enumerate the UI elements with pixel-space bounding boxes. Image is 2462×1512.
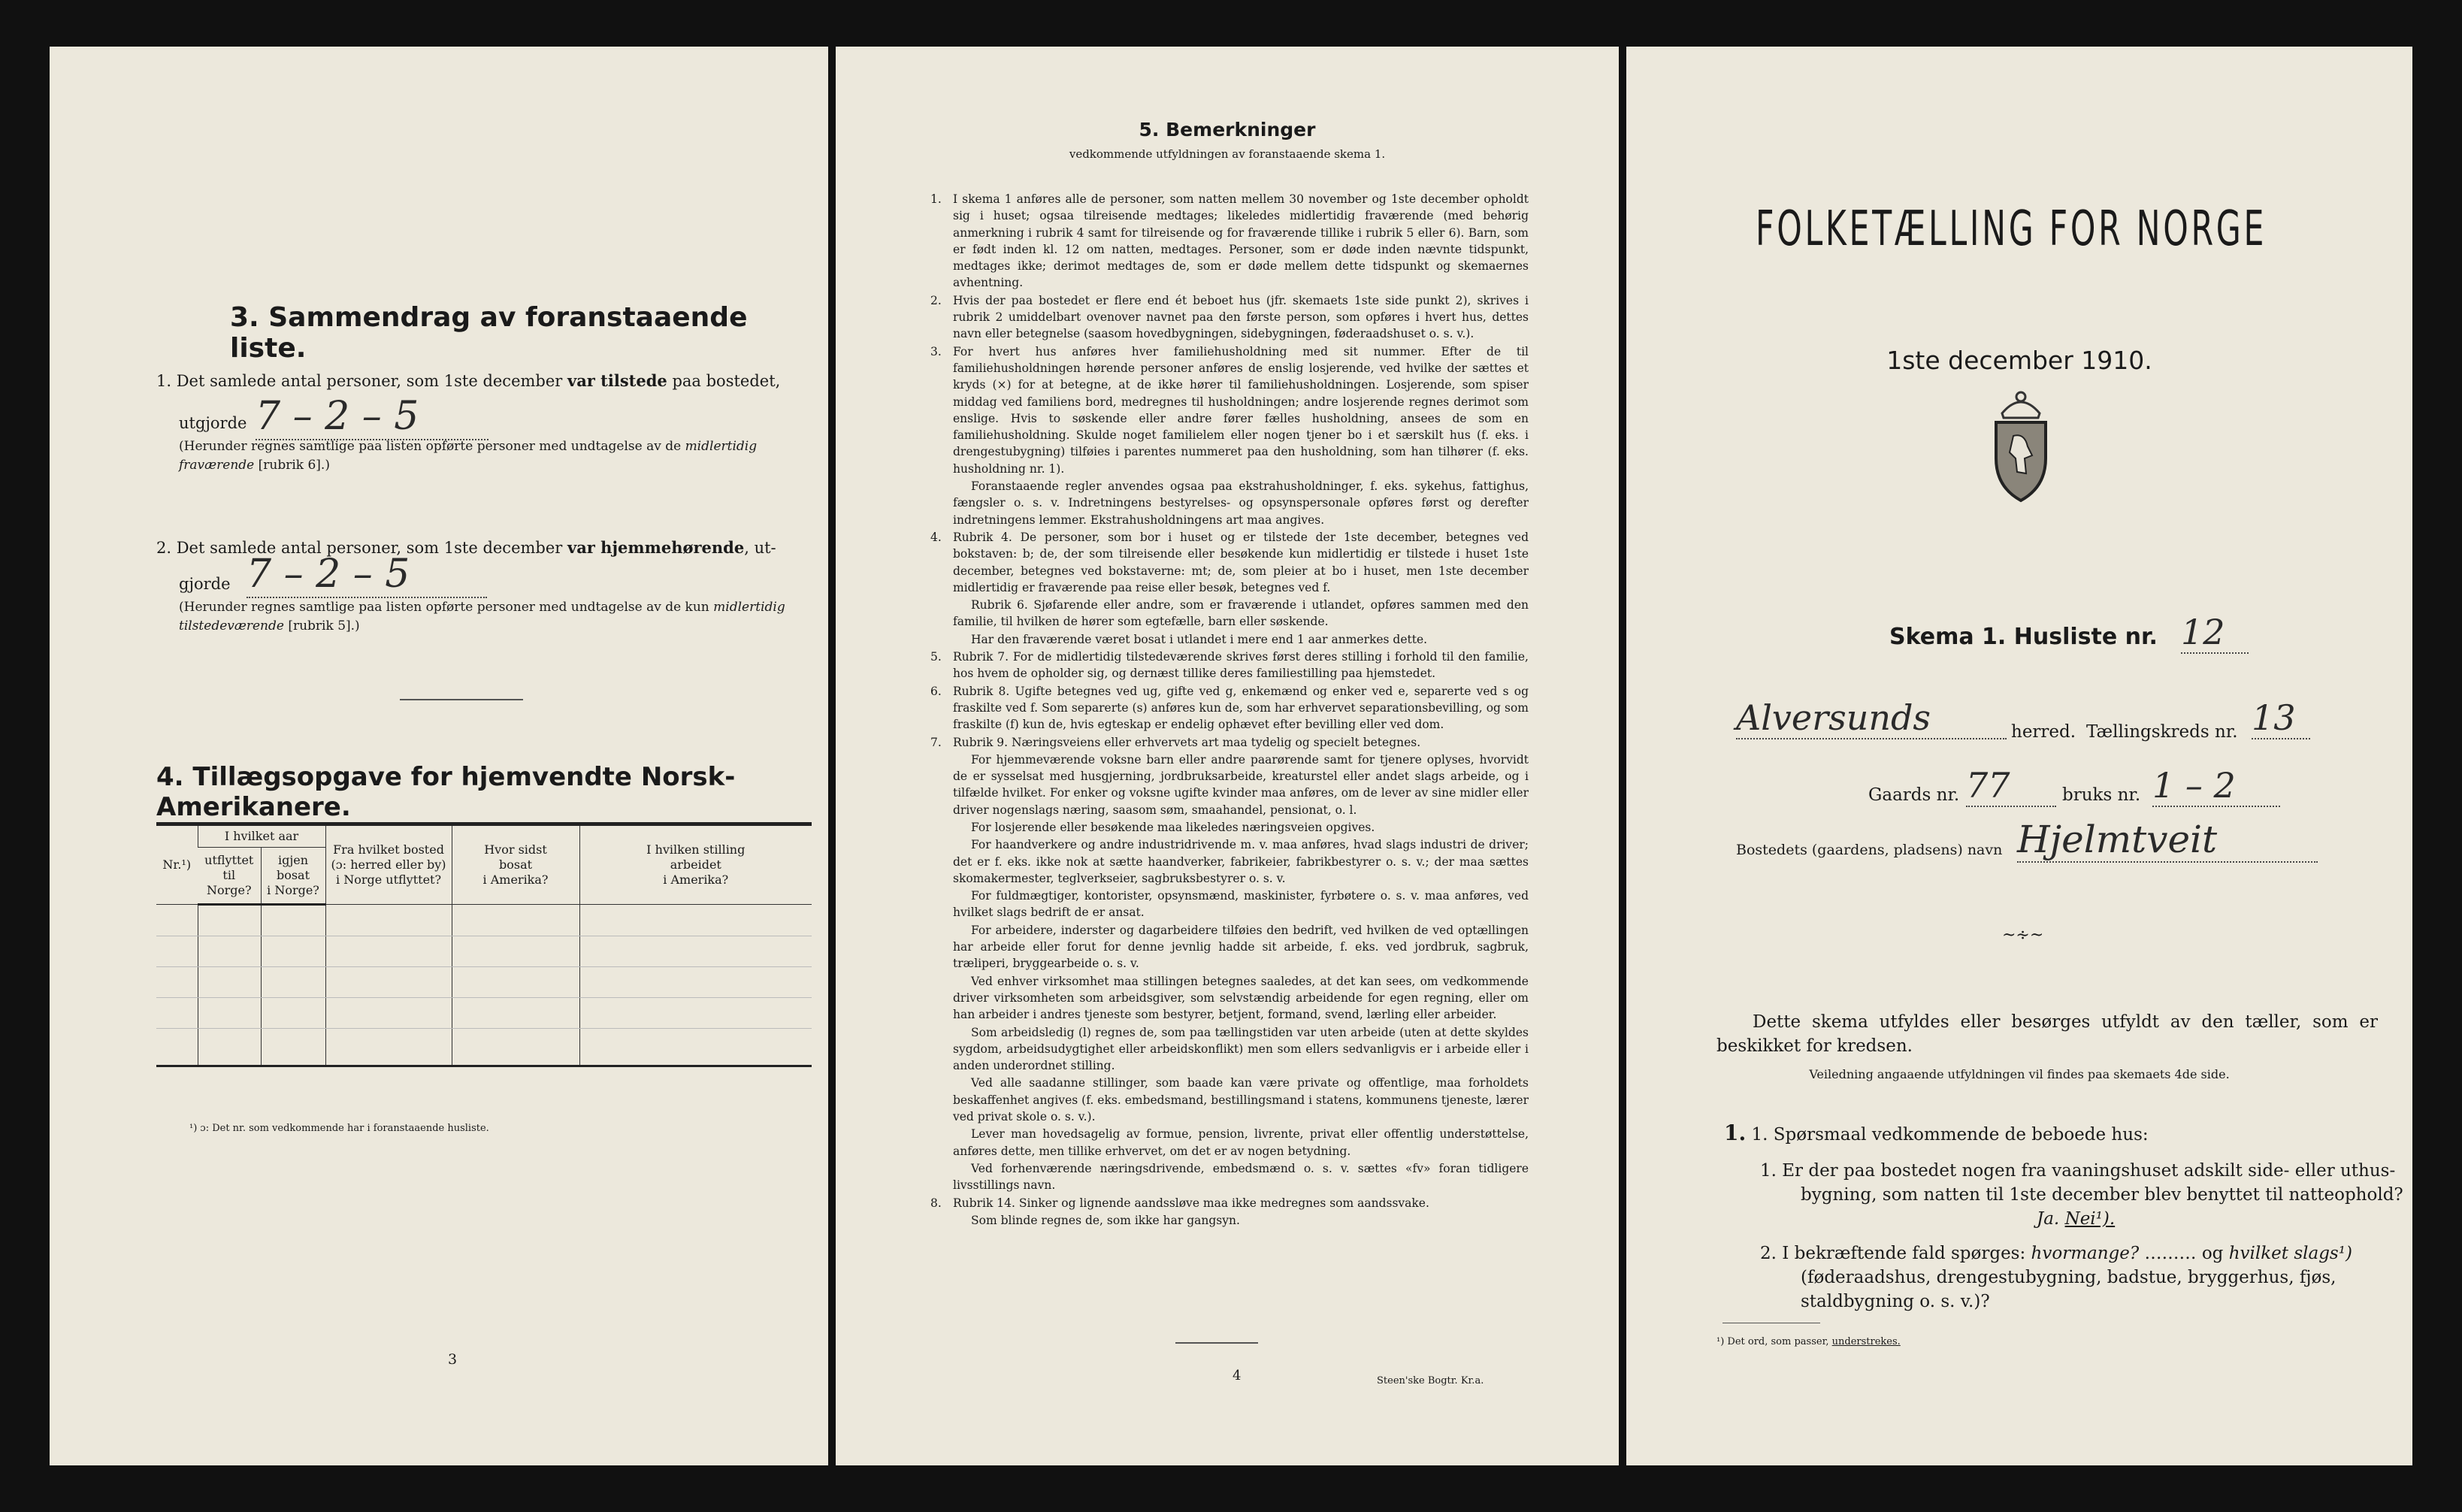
question-2-detail: (føderaadshus, drengestubygning, badstue, bryggerhus, fjøs, staldbygning o. s. v.)? bbox=[1801, 1268, 2336, 1311]
remarks-subtitle: vedkommende utfyldningen av foranstaaende skema 1. bbox=[1069, 147, 1386, 161]
remark-text: Foranstaaende regler anvendes ogsaa paa ekstrahusholdninger, f. eks. sykehus, fattighus, fængsler o. s. v. Indretningens bestyrelses- og opsynspersonale opføres først og derefter indretningens lemmer. Ekstrahusholdningens art maa angives. bbox=[953, 479, 1529, 527]
bruks-value[interactable]: 1 – 2 bbox=[2152, 765, 2280, 807]
question-2: 2. I bekræftende fald spørges: hvormange? ……… og hvilket slags¹) bbox=[1760, 1244, 2352, 1263]
remark-text: For arbeidere, inderster og dagarbeidere tilføies den bedrift, ved hvilken de ved optællingen har arbeide eller forut for denne jevnlig hadde sit arbeide, f. eks. ved jordbruk, sagbruk, træliperi, bryggearbeide o. s. v. bbox=[953, 923, 1529, 971]
section4-footnote: ¹) ɔ: Det nr. som vedkommende har i foranstaaende husliste. bbox=[189, 1123, 489, 1134]
remark-paragraph bbox=[935, 1126, 1529, 1160]
remark-text: For losjerende eller besøkende maa likeledes næringsveien opgives. bbox=[971, 820, 1375, 834]
page-number: 4 bbox=[1233, 1368, 1242, 1383]
remark-text: Ved enhver virksomhet maa stillingen betegnes saaledes, at det kan sees, om vedkommende driver virksomheten som arbeidsgiver, som selvstændig arbeidende for egen regning, eller om han arbeider i andres tjeneste som bestyrer, betjent, formand, svend, lærling eller arbeider. bbox=[953, 974, 1529, 1022]
remark-paragraph bbox=[935, 478, 1529, 528]
table-row bbox=[156, 967, 812, 998]
ornament-icon: ~∻~ bbox=[2002, 926, 2044, 945]
skema-label: Skema 1. Husliste nr. bbox=[1889, 624, 2158, 650]
question-heading: 1. 1. Spørsmaal vedkommende de beboede hus: bbox=[1724, 1120, 2149, 1145]
section3-title: 3. Sammendrag av foranstaaende liste. bbox=[230, 302, 748, 364]
remark-number: 4. bbox=[930, 530, 942, 544]
remark-text: Ved forhenværende næringsdrivende, embedsmænd o. s. v. sættes «fv» foran tidligere livsstillings navn. bbox=[953, 1161, 1529, 1193]
section4-title: 4. Tillægsopgave for hjemvendte Norsk-Amerikanere. bbox=[156, 762, 736, 822]
remark-paragraph bbox=[935, 888, 1529, 921]
remark-paragraph bbox=[930, 191, 1529, 292]
kreds-label: Tællingskreds nr. bbox=[2086, 722, 2238, 742]
item2-line1: 2. Det samlede antal personer, som 1ste december var hjemmehørende, ut- bbox=[156, 538, 776, 557]
item1-line1: 1. Det samlede antal personer, som 1ste december var tilstede paa bostedet, bbox=[156, 371, 781, 390]
col-group-aar: I hvilket aar bbox=[198, 824, 325, 848]
remark-paragraph bbox=[935, 597, 1529, 631]
page-right bbox=[1626, 47, 2412, 1465]
remark-text: Rubrik 4. De personer, som bor i huset og er tilstede der 1ste december, betegnes ved bokstaven: b; de, der som tilreisende eller besøkende kun midlertidig er tilstede i huset 1ste december, betegnes ved bokstaverne: mt; de, som pleier at bo i huset, men 1ste december midlertidig er fraværende paa reise eller besøk, betegnes ved f. bbox=[953, 530, 1529, 594]
herred-value[interactable]: Alversunds bbox=[1736, 697, 2007, 739]
remark-paragraph bbox=[935, 1075, 1529, 1125]
page-left bbox=[50, 47, 828, 1465]
divider bbox=[1175, 1342, 1258, 1344]
remark-number: 5. bbox=[930, 650, 942, 664]
remark-number: 2. bbox=[930, 293, 942, 307]
gaards-label: Gaards nr. bbox=[1868, 785, 1960, 805]
remark-paragraph bbox=[935, 973, 1529, 1024]
col-utflyttet: utflyttet til Norge? bbox=[198, 848, 261, 905]
remark-number: 1. bbox=[930, 192, 942, 206]
col-stilling: I hvilken stilling arbeidet i Amerika? bbox=[579, 824, 812, 905]
remark-paragraph bbox=[930, 734, 1529, 751]
remark-paragraph bbox=[930, 649, 1529, 682]
bosted-value[interactable]: Hjelmtveit bbox=[2017, 818, 2318, 863]
remark-paragraph bbox=[930, 1195, 1529, 1211]
remark-text: Rubrik 9. Næringsveiens eller erhvervets art maa tydelig og specielt betegnes. bbox=[953, 735, 1421, 749]
form-date: 1ste december 1910. bbox=[1886, 346, 2152, 375]
col-nr: Nr.¹) bbox=[156, 824, 198, 905]
remark-paragraph bbox=[935, 751, 1529, 818]
item2-value[interactable]: 7 – 2 – 5 bbox=[247, 552, 487, 598]
remark-text: For hjemmeværende voksne barn eller andre paarørende samt for tjenere oplyses, hvorvidt de er sysselsat med husgjerning, jordbruksarbeide, kreaturstel eller andet slags arbeide, og i tilfælde hvilket. For enker og voksne ugifte kvinder maa anføres, om de lever av sine midler eller driver nogenslags næring, saasom søm, smaahandel, pensionat, o. l. bbox=[953, 752, 1529, 817]
remark-text: Har den fraværende været bosat i utlandet i mere end 1 aar anmerkes dette. bbox=[971, 632, 1428, 646]
veiledning: Veiledning angaaende utfyldningen vil findes paa skemaets 4de side. bbox=[1809, 1067, 2230, 1081]
col-igjen-bosat: igjen bosat i Norge? bbox=[261, 848, 325, 905]
remark-number: 8. bbox=[930, 1196, 942, 1210]
printer-mark: Steen'ske Bogtr. Kr.a. bbox=[1377, 1375, 1484, 1387]
remarks-title: 5. Bemerkninger bbox=[1139, 119, 1316, 141]
remark-paragraph bbox=[935, 631, 1529, 648]
remark-paragraph bbox=[930, 683, 1529, 733]
page-number: 3 bbox=[448, 1351, 458, 1368]
remark-paragraph bbox=[935, 1212, 1529, 1229]
norsk-amerikanere-table bbox=[156, 822, 812, 1067]
table-row bbox=[156, 936, 812, 967]
col-fra-bosted: Fra hvilket bosted (ɔ: herred eller by) i Norge utflyttet? bbox=[325, 824, 452, 905]
table-row bbox=[156, 998, 812, 1029]
husliste-nr-value[interactable]: 12 bbox=[2181, 612, 2249, 654]
table-row bbox=[156, 905, 812, 936]
table-row bbox=[156, 1029, 812, 1066]
question-1-answer[interactable]: Ja. Nei¹). bbox=[2037, 1209, 2116, 1229]
page-middle bbox=[836, 47, 1619, 1465]
form-title: FOLKETÆLLING FOR NORGE bbox=[1756, 201, 2267, 257]
gaards-value[interactable]: 77 bbox=[1966, 765, 2056, 807]
col-sidst-bosat: Hvor sidst bosat i Amerika? bbox=[452, 824, 579, 905]
remark-paragraph bbox=[935, 836, 1529, 887]
remark-text: Rubrik 14. Sinker og lignende aandssløve maa ikke medregnes som aandssvake. bbox=[953, 1196, 1429, 1210]
remark-text: For fuldmægtiger, kontorister, opsynsmænd, maskinister, fyrbøtere o. s. v. maa anføres, ved hvilket slags bedrift de er ansat. bbox=[953, 889, 1529, 920]
remarks-list bbox=[930, 191, 1529, 1229]
remark-text: Hvis der paa bostedet er flere end ét beboet hus (jfr. skemaets 1ste side punkt 2), skrives i rubrik 2 umiddelbart ovenover navnet paa den første person, som opføres i hvert hus, dettes navn eller betegnelse (saasom hovedbygningen, sidebygningen, føderaadshuset o. s. v.). bbox=[953, 293, 1529, 341]
divider bbox=[400, 699, 523, 700]
remark-number: 3. bbox=[930, 344, 942, 358]
question-1: 1. Er der paa bostedet nogen fra vaaningshuset adskilt side- eller uthus-bygning, som natten til 1ste december blev benyttet til natteophold? bbox=[1760, 1161, 2403, 1205]
bosted-label: Bostedets (gaardens, pladsens) navn bbox=[1736, 842, 2003, 858]
remark-paragraph bbox=[935, 922, 1529, 972]
item2-note: (Herunder regnes samtlige paa listen opførte personer med undtagelse av de kun midlertidig tilstedeværende [rubrik 5].) bbox=[179, 600, 785, 634]
remark-text: Rubrik 6. Sjøfarende eller andre, som er fraværende i utlandet, opføres sammen med den familie, til hvilken de hører som egtefælle, barn eller søskende. bbox=[953, 598, 1529, 629]
remark-text: Som blinde regnes de, som ikke har gangsyn. bbox=[971, 1213, 1240, 1227]
remark-text: I skema 1 anføres alle de personer, som natten mellem 30 november og 1ste december opholdt sig i huset; ogsaa tilreisende medtages; likeledes midlertidig fraværende (med behørig anmerkning i rubrik 4 samt for tilreisende og for fraværende tillike i rubrik 5 eller 6). Barn, som er født inden kl. 12 om natten, medtages. Personer, som er døde inden nævnte tidspunkt, medtages ikke; derimot medtages de, som er døde mellem dette tidspunkt og skemaernes avhentning. bbox=[953, 192, 1529, 290]
coat-of-arms-icon bbox=[1980, 383, 2062, 503]
remark-paragraph bbox=[935, 1024, 1529, 1075]
remark-text: Rubrik 7. For de midlertidig tilstedeværende skrives først deres stilling i forhold til den familie, hos hvem de opholder sig, og dernæst tillike deres familiestilling paa hjemstedet. bbox=[953, 650, 1529, 681]
item1-note: (Herunder regnes samtlige paa listen opførte personer med undtagelse av de midlertidig fraværende [rubrik 6].) bbox=[179, 439, 758, 473]
remark-paragraph bbox=[930, 529, 1529, 596]
remark-text: For haandverkere og andre industridrivende m. v. maa anføres, hvad slags industri de driver; det er f. eks. ikke nok at sætte haandverker, fabrikeier, fabrikbestyrer o. s. v.; der maa sættes skomakermester, teglverkseier, sagbruksbestyrer o. s. v. bbox=[953, 838, 1529, 885]
bruks-label: bruks nr. bbox=[2062, 785, 2141, 805]
remark-paragraph bbox=[930, 343, 1529, 477]
kreds-value[interactable]: 13 bbox=[2252, 697, 2310, 739]
remark-paragraph bbox=[935, 1160, 1529, 1194]
remark-text: Lever man hovedsagelig av formue, pension, livrente, privat eller offentlig understøttelse, anføres dette, men tillike erhvervet, om det er av nogen betydning. bbox=[953, 1127, 1529, 1158]
form-intro: Dette skema utfyldes eller besørges utfyldt av den tæller, som er beskikket for kredsen. bbox=[1716, 1012, 2378, 1056]
remark-text: Ved alle saadanne stillinger, som baade kan være private og offentlige, maa forholdets beskaffenhet angives (f. eks. embedsmand, bestillingsmand i statens, kommunens tjeneste, lærer ved privat skole o. s. v.). bbox=[953, 1076, 1529, 1124]
remark-number: 7. bbox=[930, 735, 942, 749]
remark-number: 6. bbox=[930, 684, 942, 698]
item2-label: gjorde bbox=[179, 575, 231, 593]
remark-text: Rubrik 8. Ugifte betegnes ved ug, gifte ved g, enkemænd og enker ved e, separerte ved s og fraskilte ved f. Som separerte (s) anføres kun de, som har erhvervet separationsbevilling, og som fraskilte (f) kun de, hvis egteskap er endelig ophævet efter bevilling eller ved dom. bbox=[953, 684, 1529, 732]
remark-paragraph bbox=[935, 819, 1529, 836]
remark-text: For hvert hus anføres hver familiehusholdning med sit nummer. Efter de til familiehusholdningen hørende personer anføres de enslig losjerende, ved hvilke der sættes et kryds (×) for at betegne, at de ikke hører til familiehusholdningen. Losjerende, som spiser middag ved familiens bord, medregnes til husholdningen; andre losjerende regnes derimot som enslige. Hvis to søskende eller andre fører fælles husholdning, ansees de som en familiehusholdning. Skulde noget familielem eller nogen tjener bo i et særskilt hus (f. eks. i drengestubygning) tilføies i parentes nummeret paa den husholdning, som han tilhører (f. eks. husholdning nr. 1). bbox=[953, 344, 1529, 476]
remark-paragraph bbox=[930, 292, 1529, 343]
footnote: ¹) Det ord, som passer, understrekes. bbox=[1716, 1336, 1901, 1347]
item1-value[interactable]: 7 – 2 – 5 bbox=[256, 394, 488, 440]
herred-label: herred. bbox=[2011, 722, 2076, 742]
remark-text: Som arbeidsledig (l) regnes de, som paa tællingstiden var uten arbeide (uten at dette skyldes sygdom, arbeidsudygtighet eller arbeidskonflikt) men som ellers sedvanligvis er i arbeide eller i anden underordnet stilling. bbox=[953, 1025, 1529, 1073]
item1-label: utgjorde bbox=[179, 414, 247, 432]
